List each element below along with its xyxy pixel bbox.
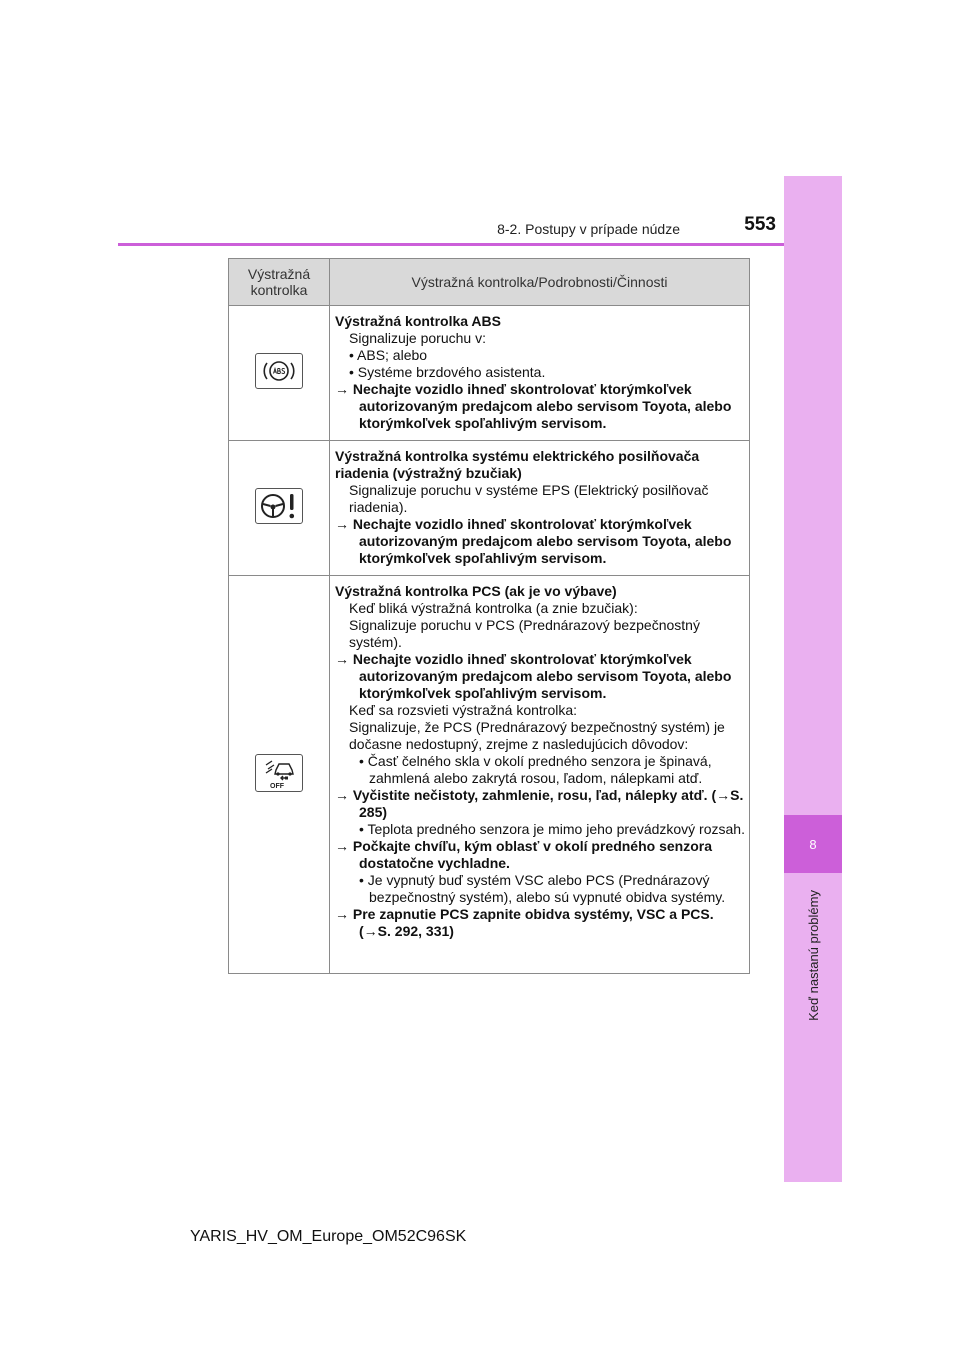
header-rule [118,243,784,246]
row-line: Signalizuje poruchu v PCS (Prednárazový bezpečnostný systém). [349,617,700,650]
details-cell [330,576,750,974]
row-title: Výstražná kontrolka PCS (ak je vo výbave) [335,583,617,599]
row-line: Signalizuje, že PCS (Prednárazový bezpečnostný systém) je dočasne nedostupný, zrejme z nasledujúcich dôvodov: [349,719,725,752]
col-header-icon: Výstražná kontrolka [229,259,330,306]
row-action: → Nechajte vozidlo ihneď skontrolovať ktorýmkoľvek autorizovaným predajcom alebo servisom Toyota, alebo ktorýmkoľvek spoľahlivým servisom. [335,381,732,431]
chapter-side-tab [784,176,842,1182]
warning-light-table [228,258,750,974]
row-title: Výstražná kontrolka ABS [335,313,501,329]
col-header-details: Výstražná kontrolka/Podrobnosti/Činnosti [330,259,750,306]
row-line: • Teplota predného senzora je mimo jeho prevádzkový rozsah. [359,821,745,837]
chapter-label [784,880,842,1030]
row-action: → Vyčistite nečistoty, zahmlenie, rosu, ľad, nálepky atď. (→S. 285) [335,787,744,820]
icon-cell [229,441,330,576]
table-row [229,306,750,441]
row-action: → Počkajte chvíľu, kým oblasť v okolí predného senzora dostatočne vychladne. [335,838,712,871]
details-cell [330,306,750,441]
table-row [229,576,750,974]
pcs-off-icon-text: OFF [270,782,284,790]
page-number: 553 [744,214,776,235]
row-line: Keď sa rozsvieti výstražná kontrolka: [349,702,578,718]
row-line: Signalizuje poruchu v: [349,330,486,346]
icon-cell [229,306,330,441]
row-title: Výstražná kontrolka systému elektrického posilňovača riadenia (výstražný bzučiak) [335,448,700,481]
row-action: → Nechajte vozidlo ihneď skontrolovať ktorýmkoľvek autorizovaným predajcom alebo servisom Toyota, alebo ktorýmkoľvek spoľahlivým servisom. [335,516,732,566]
row-line: • Systéme brzdového asistenta. [349,364,546,380]
section-title: 8-2. Postupy v prípade núdze [497,221,680,237]
row-action: → Nechajte vozidlo ihneď skontrolovať ktorýmkoľvek autorizovaným predajcom alebo servisom Toyota, alebo ktorýmkoľvek spoľahlivým servisom. [335,651,732,701]
table-header-row [229,259,750,306]
row-line: • Časť čelného skla v okolí predného senzora je špinavá, zahmlená alebo zakrytá rosou, ľadom, nálepkami atď. [359,753,712,786]
row-line: Signalizuje poruchu v systéme EPS (Elektrický posilňovač riadenia). [349,482,709,515]
pcs-off-warning-icon [255,754,303,792]
row-action: → Pre zapnutie PCS zapnite obidva systémy, VSC a PCS. (→S. 292, 331) [335,906,714,939]
row-line: • Je vypnutý buď systém VSC alebo PCS (Prednárazový bezpečnostný systém), alebo sú vypnuté obidva systémy. [359,872,726,905]
chapter-label-text: Keď nastanú problémy [805,889,821,1021]
row-line: • ABS; alebo [349,347,428,363]
icon-cell [229,576,330,974]
footer-document-code: YARIS_HV_OM_Europe_OM52C96SK [190,1228,467,1245]
eps-warning-icon [255,488,303,524]
abs-warning-icon [255,353,303,389]
chapter-number: 8 [784,815,842,873]
table-row [229,441,750,576]
details-cell [330,441,750,576]
row-line: Keď bliká výstražná kontrolka (a znie bzučiak): [349,600,638,616]
